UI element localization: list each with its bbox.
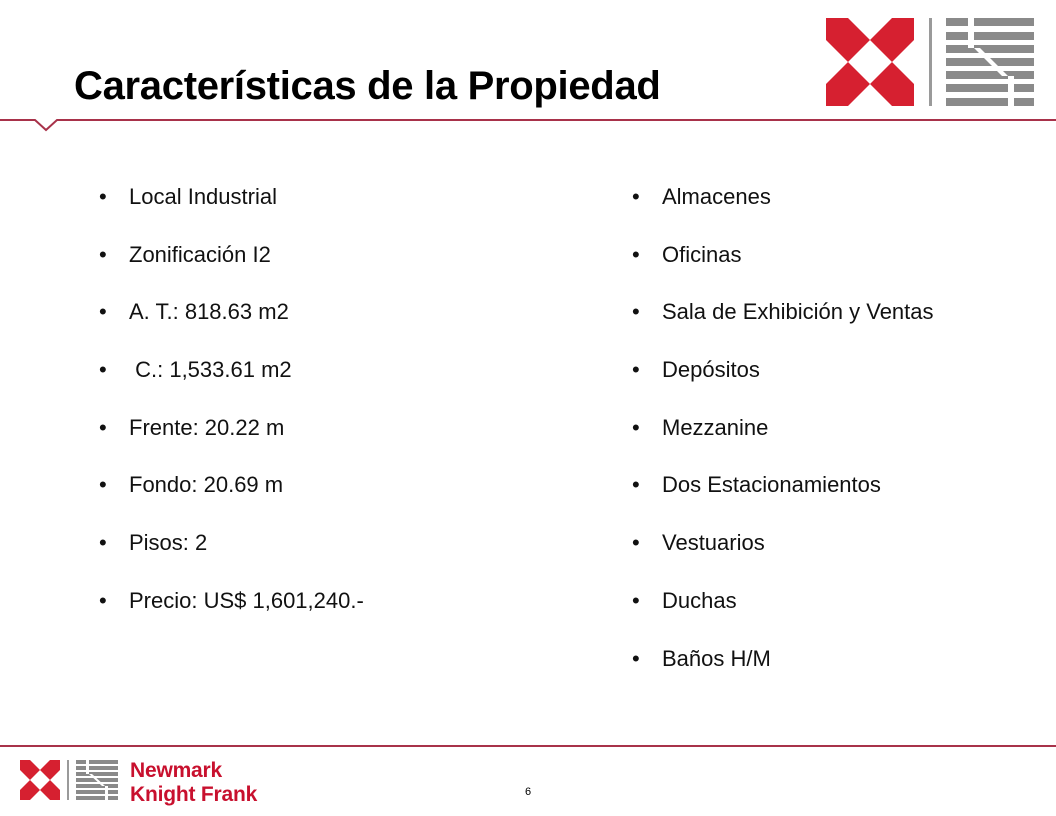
header-divider — [0, 118, 1056, 140]
newmark-knight-frank-logo-icon — [826, 18, 1036, 108]
brand-line-1: Newmark — [130, 759, 222, 782]
footer-brand — [130, 759, 257, 807]
page-number: 6 — [524, 786, 532, 798]
footer-divider — [0, 745, 1056, 747]
page-title: Características de la Propiedad — [74, 64, 661, 108]
newmark-knight-frank-logo-icon — [20, 760, 120, 804]
brand-line-2: Knight Frank — [130, 783, 258, 806]
